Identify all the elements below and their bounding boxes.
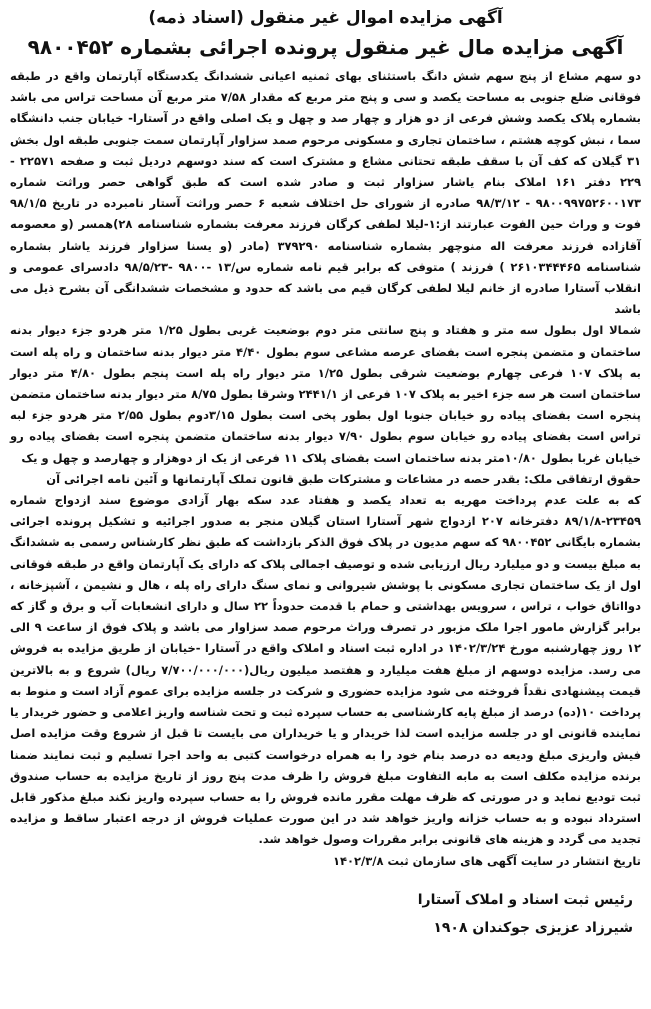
notice-title-main: آگهی مزایده مال غیر منقول پرونده اجرائی بشماره ۹۸۰۰۴۵۲ (27, 35, 624, 59)
boundaries-paragraph: شمالا اول بطول سه متر و هفتاد و پنج سانتی متر دوم بوضعیت غربی بطول ۱/۲۵ متر هردو جزء دیوار بدنه ساختمان و متضمن پنجره است بفضای عرصه مشاعی سوم بطول ۴/۴۰ متر دیوار بدنه ساختمان و راه پله است به پلاک ۱۰۷ فرعی چهارم بوضعیت شرقی بطول ۱/۲۵ متر دیوار راه پله است پنجم بطول ۴/۸۰ متر دیوار ساختمان است هر سه جزء اخیر به پلاک ۱۰۷ فرعی از ۲۴۴۱/۱ وشرقا بطول ۸/۷۵ متر دیوار بدنه ساختمان متضمن پنجره است بفضای پیاده رو خیابان جنوبا اول بطور پخی است بطول ۳/۱۵دوم بطول ۲/۵۵ متر هردو جزء لبه تراس است بفضای پیاده رو خیابان سوم بطول ۷/۹۰ دیوار بدنه ساختمان متضمن پنجره است بفضای پیاده رو خیابان غربا بطول ۱۰/۸۰متر بدنه ساختمان است بفضای پلاک ۱۱ فرعی از یک از دوهزار و چهارصد و چهل و یک (10, 323, 642, 465)
notice-body (10, 66, 641, 872)
property-description-paragraph: دو سهم مشاع از پنج سهم شش دانگ باستثنای بهای ثمنیه اعیانی ششدانگ یکدستگاه آپارتمان واقع در طبقه فوقانی ضلع جنوبی به مساحت یکصد و سی و پنج متر مربع که مقدار ۷/۵۸ متر مربع آن مساحت تراس می باشد بشماره پلاک یکصد وشش فرعی از دو هزار و چهار صد و چهل و یک اصلی واقع در آستارا- خیابان جنب دانشگاه سما ، نبش کوچه هشتم ، ساختمان تجاری و مسکونی مرحوم صمد سزاوار آپارتمان سمت جنوبی طبقه اول بخش ۳۱ گیلان که کف آن با سقف طبقه تحتانی مشاع و مشترک است که سند دوسهم دردیل ثبت و صفحه ۲۲۵۷۱ - ۲۲۹ دفتر ۱۶۱ املاک بنام یاشار سزاوار ثبت و صادر شده است که طبق گواهی حصر وراثت شماره ۹۸۰۰۹۹۷۵۲۶۰۰۱۷۳ - ۹۸/۳/۱۲ صادره از شورای حل اختلاف شعبه ۶ حصر وراثت آستار نامبرده در تاریخ ۹۸/۱/۵ فوت و وراث حین الفوت عبارتند از:۱-لیلا لطفی کرگان فرزند معرفت بشماره شناسنامه ۲۸)همسر (و معصومه آقازاده فرزند معرفت اله منوچهر بشماره شناسنامه ۳۷۹۲۹۰ (مادر (و یسنا سزاوار فرزند یاشار بشماره شناسنامه ۲۶۱۰۳۴۴۴۶۵ ) فرزند ) متوفی که برابر قیم نامه شماره س/۱۳ -۹۸۰۰ -۹۸/۵/۲۳ دادسرای عمومی و انقلاب آستارا صادره از خانم لیلا لطفی کرگان قیم می باشد که حدود و مشخصات ششدانگی آن بشرح ذیل می باشد (10, 69, 642, 317)
publication-date-paragraph: تاریخ انتشار در سایت آگهی های سازمان ثبت ۱۴۰۲/۳/۸ (332, 853, 641, 868)
easement-rights-paragraph: حقوق ارتفاقی ملک: بقدر حصه در مشاعات و مشترکات طبق قانون تملک آپارتمانها و آئین نامه اجرائی آن (46, 471, 641, 486)
notice-title-small: آگهی مزایده اموال غیر منقول (اسناد ذمه) (148, 8, 503, 28)
signature-block (10, 886, 633, 942)
auction-terms-paragraph: که به علت عدم پرداخت مهریه به تعداد یکصد و هفتاد عدد سکه بهار آزادی موضوع سند ازدواج شماره ۲۳۴۵۹-۸۹/۱/۸ دفترخانه ۲۰۷ ازدواج شهر آستارا استان گیلان منجر به صدور اجرائیه و تشکیل پرونده اجرائی بشماره بایگانی ۹۸۰۰۴۵۲ که سهم مدیون در پلاک فوق الذکر بازداشت که طبق نظر کارشناس رسمی به ششدانگ به مبلغ بیست و دو میلیارد ریال ارزیابی شده و توصیف اجمالی پلاک که دارای یک آپارتمان واقع در طبقه فوقانی اول از یک ساختمان تجاری مسکونی با پوشش شیروانی و نمای سنگ دارای راه پله ، هال و نشیمن ، آشپزخانه ، دوااتاق خواب ، تراس ، سرویس بهداشتی و حمام با قدمت حدوداً ۲۲ سال و دارای انشعابات آب و برق و گاز که برابر گزارش مامور اجرا ملک مزبور در تصرف وراث مرحوم صمد سزاوار می باشد و پلاک فوق از ساعت ۹ الی ۱۲ روز چهارشنبه مورخ ۱۴۰۲/۳/۲۴ در اداره ثبت اسناد و املاک واقع در آستارا -خیابان از طریق مزایده به فروش می رسد. مزایده دوسهم از مبلغ هفت میلیارد و هفتصد میلیون ریال(۷/۷۰۰/۰۰۰/۰۰۰ ریال) شروع و به بالاترین قیمت پیشنهادی نقداً فروخته می شود مزایده حضوری و شرکت در جلسه مزایده برای عموم آزاد است و منوط به پرداخت ۱۰(ده) درصد از مبلغ پایه کارشناسی به حساب سپرده ثبت و تحت شناسه واریز اعلامی و حضور خریدار یا نماینده قانونی او در جلسه مزایده است لذا خریدار و یا خریداران می بایست تا قبل از شروع وقت مزایده اصل فیش واریزی مبلغ ودیعه ده درصد بنام خود را به همراه درخواست کتبی به واحد اجرا تسلیم و ثبت نمایند ضمنا برنده مزایده مکلف است به مابه التفاوت مبلغ فروش را ظرف مدت پنج روز از تاریخ مزایده به حساب صندوق ثبت تودیع نماید و در صورتی که ظرف مهلت مقرر مانده فروش را به حساب سپرده واریز نکند مبلغ مذکور قابل استرداد نبوده و به حساب خزانه واریز خواهد شد در این صورت عملیات فروش از درجه اعتبار ساقط و مزایده تجدید می گردد و هزینه های قانونی برابر مقررات وصول خواهد شد. (10, 493, 642, 847)
signature-title: رئیس ثبت اسناد و املاک آستارا (417, 891, 633, 908)
signature-name: شیرزاد عزیزی جوکندان ۱۹۰۸ (433, 919, 633, 936)
